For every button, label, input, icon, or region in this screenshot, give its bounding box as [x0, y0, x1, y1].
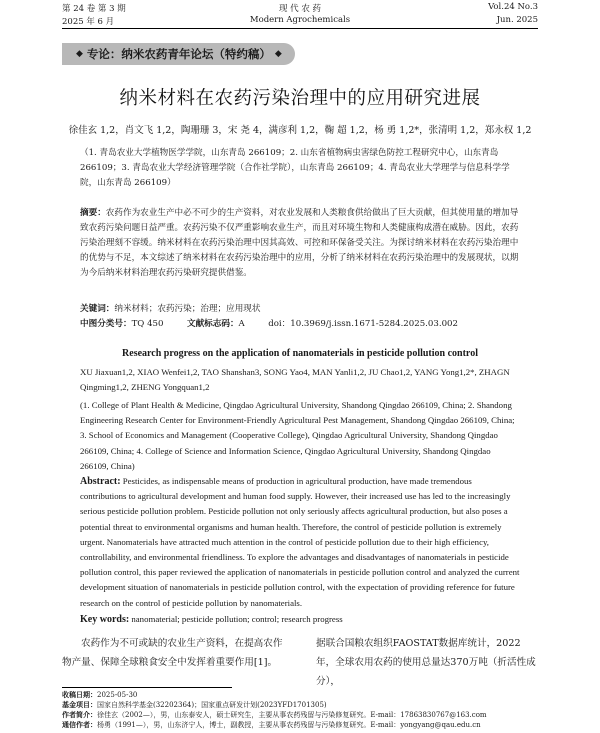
journal-name-en: Modern Agrochemicals	[249, 15, 351, 25]
affiliations-en: (1. College of Plant Health & Medicine, Qingdao Agricultural University, Shandong Qingdao 266109, China; 2. Shandong Engineering Research Center for Environment-Friendly Agricultural Pest Management, Shandong Qingdao 266109, China; 3. School of Economics and Management (Cooperative College), Qingdao Agricultural University, Shandong Qingdao 266109, China; 4. College of Science and Information Science, Qingdao Agricultural University, Shandong Qingdao 266109, China)	[80, 400, 515, 471]
running-header-top	[62, 2, 538, 14]
volume-issue-en: Vol.24 No.3	[488, 2, 538, 12]
authors-en: XU Jiaxuan1,2, XIAO Wenfei1,2, TAO Shanshan3, SONG Yao4, MAN Yanli1,2, JU Chao1,2, YANG Yong1,2*, ZHAGN Qingming1,2, ZHENG Yongquan1,2	[80, 367, 510, 393]
abstract-en-label: Abstract:	[80, 476, 121, 487]
section-banner-text: 专论：纳米农药青年论坛（特约稿）	[86, 47, 271, 61]
footnote-text: 徐佳玄（2002—），男，山东泰安人，硕士研究生，主要从事农药残留与污染修复研究。E-mail：17863830767@163.com	[97, 711, 487, 719]
clc-label: 中图分类号：	[80, 319, 132, 329]
diamond-icon: ◆	[274, 49, 282, 59]
header-rule	[62, 28, 538, 29]
keywords-cn	[80, 302, 520, 317]
classification-line	[80, 317, 520, 332]
diamond-icon: ◆	[76, 49, 83, 59]
footnote-received	[62, 690, 538, 701]
abstract-en-text: Pesticides, as indispensable means of production in agricultural production, have made tremendous contributions to agricultural development and human food supply. However, their increased use has led to the increasingly serious pesticide pollution problem. Pesticide pollution not only seriously affects agricultural production, but also poses a potential threat to environmental organisms and human health. Therefore, the control of pesticide pollution is extremely urgent. Nanomaterials have attracted much attention in the control of pesticide pollution due to their high efficiency, controllability, and environmental friendliness. To explore the advantages and disadvantages of nanomaterials in pesticide pollution control, this paper reviewed the application of nanomaterials in pesticide pollution control and analyzed the current development situation of nanomaterials in pesticide pollution control, with the expectation of providing reference for future research on the control of pesticide pollution by nanomaterials.	[80, 476, 520, 608]
footnote-funding	[62, 700, 538, 711]
footnote-author-bio	[62, 710, 538, 721]
doi-label: doi：	[268, 319, 291, 329]
keywords-en-label: Key words:	[80, 614, 130, 625]
footnote-text: 国家自然科学基金(32202364)；国家重点研发计划(2023YFD1701305)	[97, 701, 327, 709]
journal-name-cn: 现 代 农 药	[278, 4, 322, 14]
abstract-cn-text: 农药作为农业生产中必不可少的生产资料，对农业发展和人类粮食供给做出了巨大贡献，但其使用量的增加导致农药污染问题日益严重。农药污染不仅严重影响农业生产，而且对环境生物和人类健康构成潜在威胁。因此，农药污染治理刻不容缓。纳米材料在农药污染治理中因其高效、可控和环保备受关注。为探讨纳米材料在农药污染治理中的优势与不足，本文综述了纳米材料在农药污染治理中的应用，分析了纳米材料在农药污染治理中的发展现状，以期为今后纳米材料治理农药污染研究提供借鉴。	[80, 208, 519, 278]
abstract-cn-label: 摘要：	[80, 208, 106, 218]
clc-value: TQ 450	[131, 319, 164, 329]
footnote-label: 基金项目：	[62, 700, 97, 709]
volume-issue-cn: 第 24 卷 第 3 期	[62, 4, 126, 14]
footnote-label: 通信作者：	[62, 720, 97, 729]
footnote-label: 作者简介：	[62, 710, 97, 719]
doi-value[interactable]: 10.3969/j.issn.1671-5284.2025.03.002	[290, 319, 458, 329]
section-banner	[62, 43, 295, 65]
doc-code-label: 文献标志码：	[186, 319, 239, 329]
date-cn: 2025 年 6 月	[62, 17, 115, 27]
footnote-label: 收稿日期：	[62, 690, 97, 699]
running-header-bottom	[62, 15, 538, 27]
footnote-rule	[62, 687, 232, 688]
keywords-cn-label: 关键词：	[80, 304, 115, 314]
paper-title-en: Research progress on the application of nanomaterials in pesticide pollution control	[122, 348, 478, 359]
doc-code-value: A	[238, 319, 245, 329]
abstract-en	[80, 474, 520, 611]
keywords-en	[80, 612, 520, 627]
paper-title-cn: 纳米材料在农药污染治理中的应用研究进展	[119, 88, 481, 109]
date-en: Jun. 2025	[496, 15, 538, 25]
footnote-text: 杨勇（1991—），男，山东济宁人，博士，副教授，主要从事农药残留与污染修复研究。E-mail：yongyang@qau.edu.cn	[97, 721, 481, 729]
keywords-cn-text: 纳米材料；农药污染；治理；应用现状	[114, 304, 261, 314]
authors-cn: 徐佳玄 1,2，肖文飞 1,2，陶珊珊 3，宋 尧 4，满彦利 1,2，鞠 超 1,2，杨 勇 1,2*，张清明 1,2，郑永权 1,2	[68, 125, 532, 136]
body-column-left: 农药作为不可或缺的农业生产资料，在提高农作物产量、保障全球粮食安全中发挥着重要作用[1]。	[62, 638, 283, 668]
abstract-cn	[80, 206, 520, 281]
footnote-corresponding	[62, 720, 538, 731]
footnote-text: 2025-05-30	[97, 691, 138, 699]
affiliations-cn: （1. 青岛农业大学植物医学学院，山东青岛 266109；2. 山东省植物病虫害绿色防控工程研究中心，山东青岛 266109；3. 青岛农业大学经济管理学院（合作社学院），山东青岛 266109；4. 青岛农业大学理学与信息科学学院，山东青岛 266109）	[80, 148, 510, 188]
body-column-right: 据联合国粮农组织FAOSTAT数据库统计，2022年，全球农用农药的使用总量达370万吨（折活性成分），	[316, 638, 536, 687]
keywords-en-text: nanomaterial; pesticide pollution; control; research progress	[131, 614, 343, 624]
